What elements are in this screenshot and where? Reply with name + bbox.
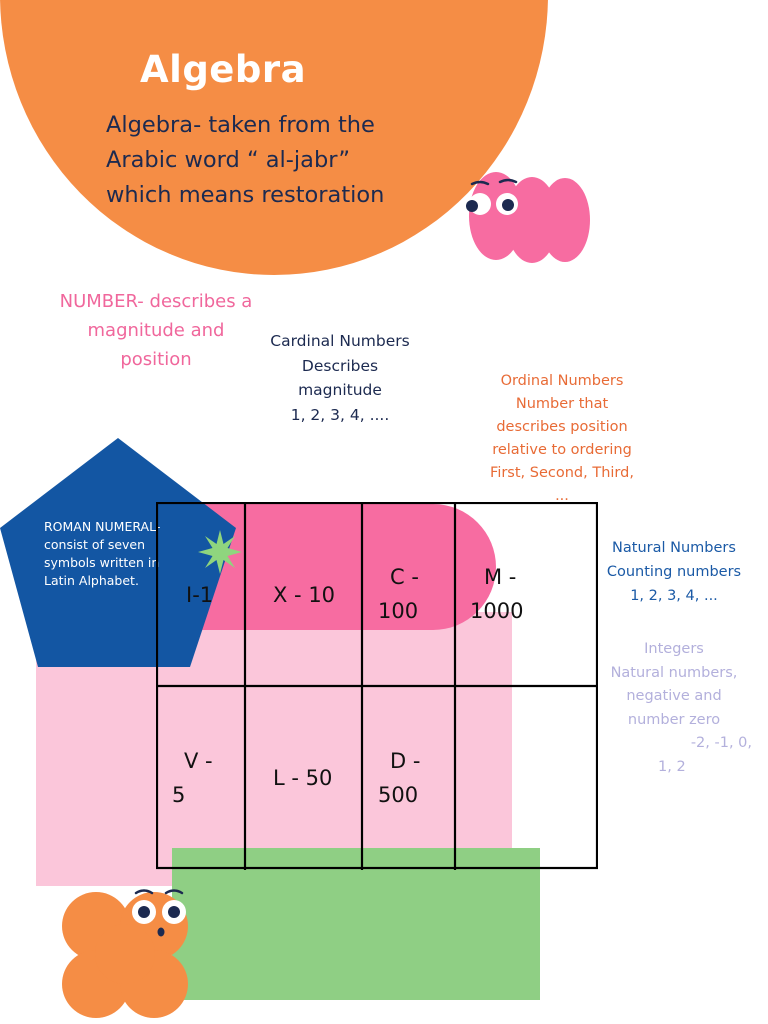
ordinal-line: Number that [515,396,609,412]
integers-note [596,638,752,779]
integers-line: negative and [626,688,722,704]
definition-line: which means restoration [106,182,385,208]
roman-numeral-table [156,502,598,870]
number-definition [36,287,276,374]
page-title: Algebra [140,48,307,91]
table-cell: I-1 [186,583,214,607]
natural-line: 1, 2, 3, 4, ... [630,588,718,604]
integers-line: number zero [627,711,721,728]
table-cell [172,744,213,812]
integers-line: 1, 2 [658,758,686,775]
ordinal-line: ... [555,488,569,504]
orange-blob-character [60,884,196,1024]
table-cell: L - 50 [273,766,333,790]
integers-line: -2, -1, 0, [690,735,752,751]
table-cell-line: 5 [172,783,186,807]
cardinal-line: Describes [301,356,379,375]
ordinal-numbers-note [470,370,654,508]
table-cell [378,560,419,628]
number-def-line: magnitude and [87,320,225,341]
definition-line: Algebra- taken from the [106,112,375,138]
natural-line: Counting numbers [606,564,742,580]
table-grid-lines [156,502,598,870]
natural-numbers-note [592,536,756,608]
integers-line: Natural numbers, [610,664,738,681]
table-cell [378,744,420,812]
number-def-line: position [120,349,192,370]
natural-line: Natural Numbers [612,540,736,556]
green-block [172,848,540,1000]
table-cell: X - 10 [273,583,336,607]
definition-line: Arabic word “ al-jabr” [106,147,351,173]
cardinal-numbers-note [250,329,430,427]
algebra-definition [106,108,456,213]
table-cell-line: V - [184,749,213,773]
roman-line: symbols written in [44,555,160,570]
ordinal-line: describes position [496,419,628,435]
ordinal-line: relative to ordering [492,442,632,458]
cardinal-line: Cardinal Numbers [270,332,410,350]
cardinal-line: 1, 2, 3, 4, .... [290,405,390,424]
table-cell-line: 500 [378,783,419,807]
table-cell-line: 1000 [470,599,524,623]
pink-blob-character [462,172,594,268]
table-cell [470,560,523,628]
table-cell-line: C - [390,565,419,589]
ordinal-line: First, Second, Third, [490,465,634,481]
cardinal-line: magnitude [298,381,382,399]
integers-line: Integers [644,641,704,657]
ordinal-line: Ordinal Numbers [500,373,624,389]
number-def-line: NUMBER- describes a [59,291,253,312]
table-cell-line: 100 [378,599,419,623]
roman-line: ROMAN NUMERAL- [44,519,161,534]
roman-line: Latin Alphabet. [44,573,139,588]
roman-line: consist of seven [44,537,146,552]
table-cell-line: D - [390,749,421,773]
table-cell-line: M - [484,565,517,589]
